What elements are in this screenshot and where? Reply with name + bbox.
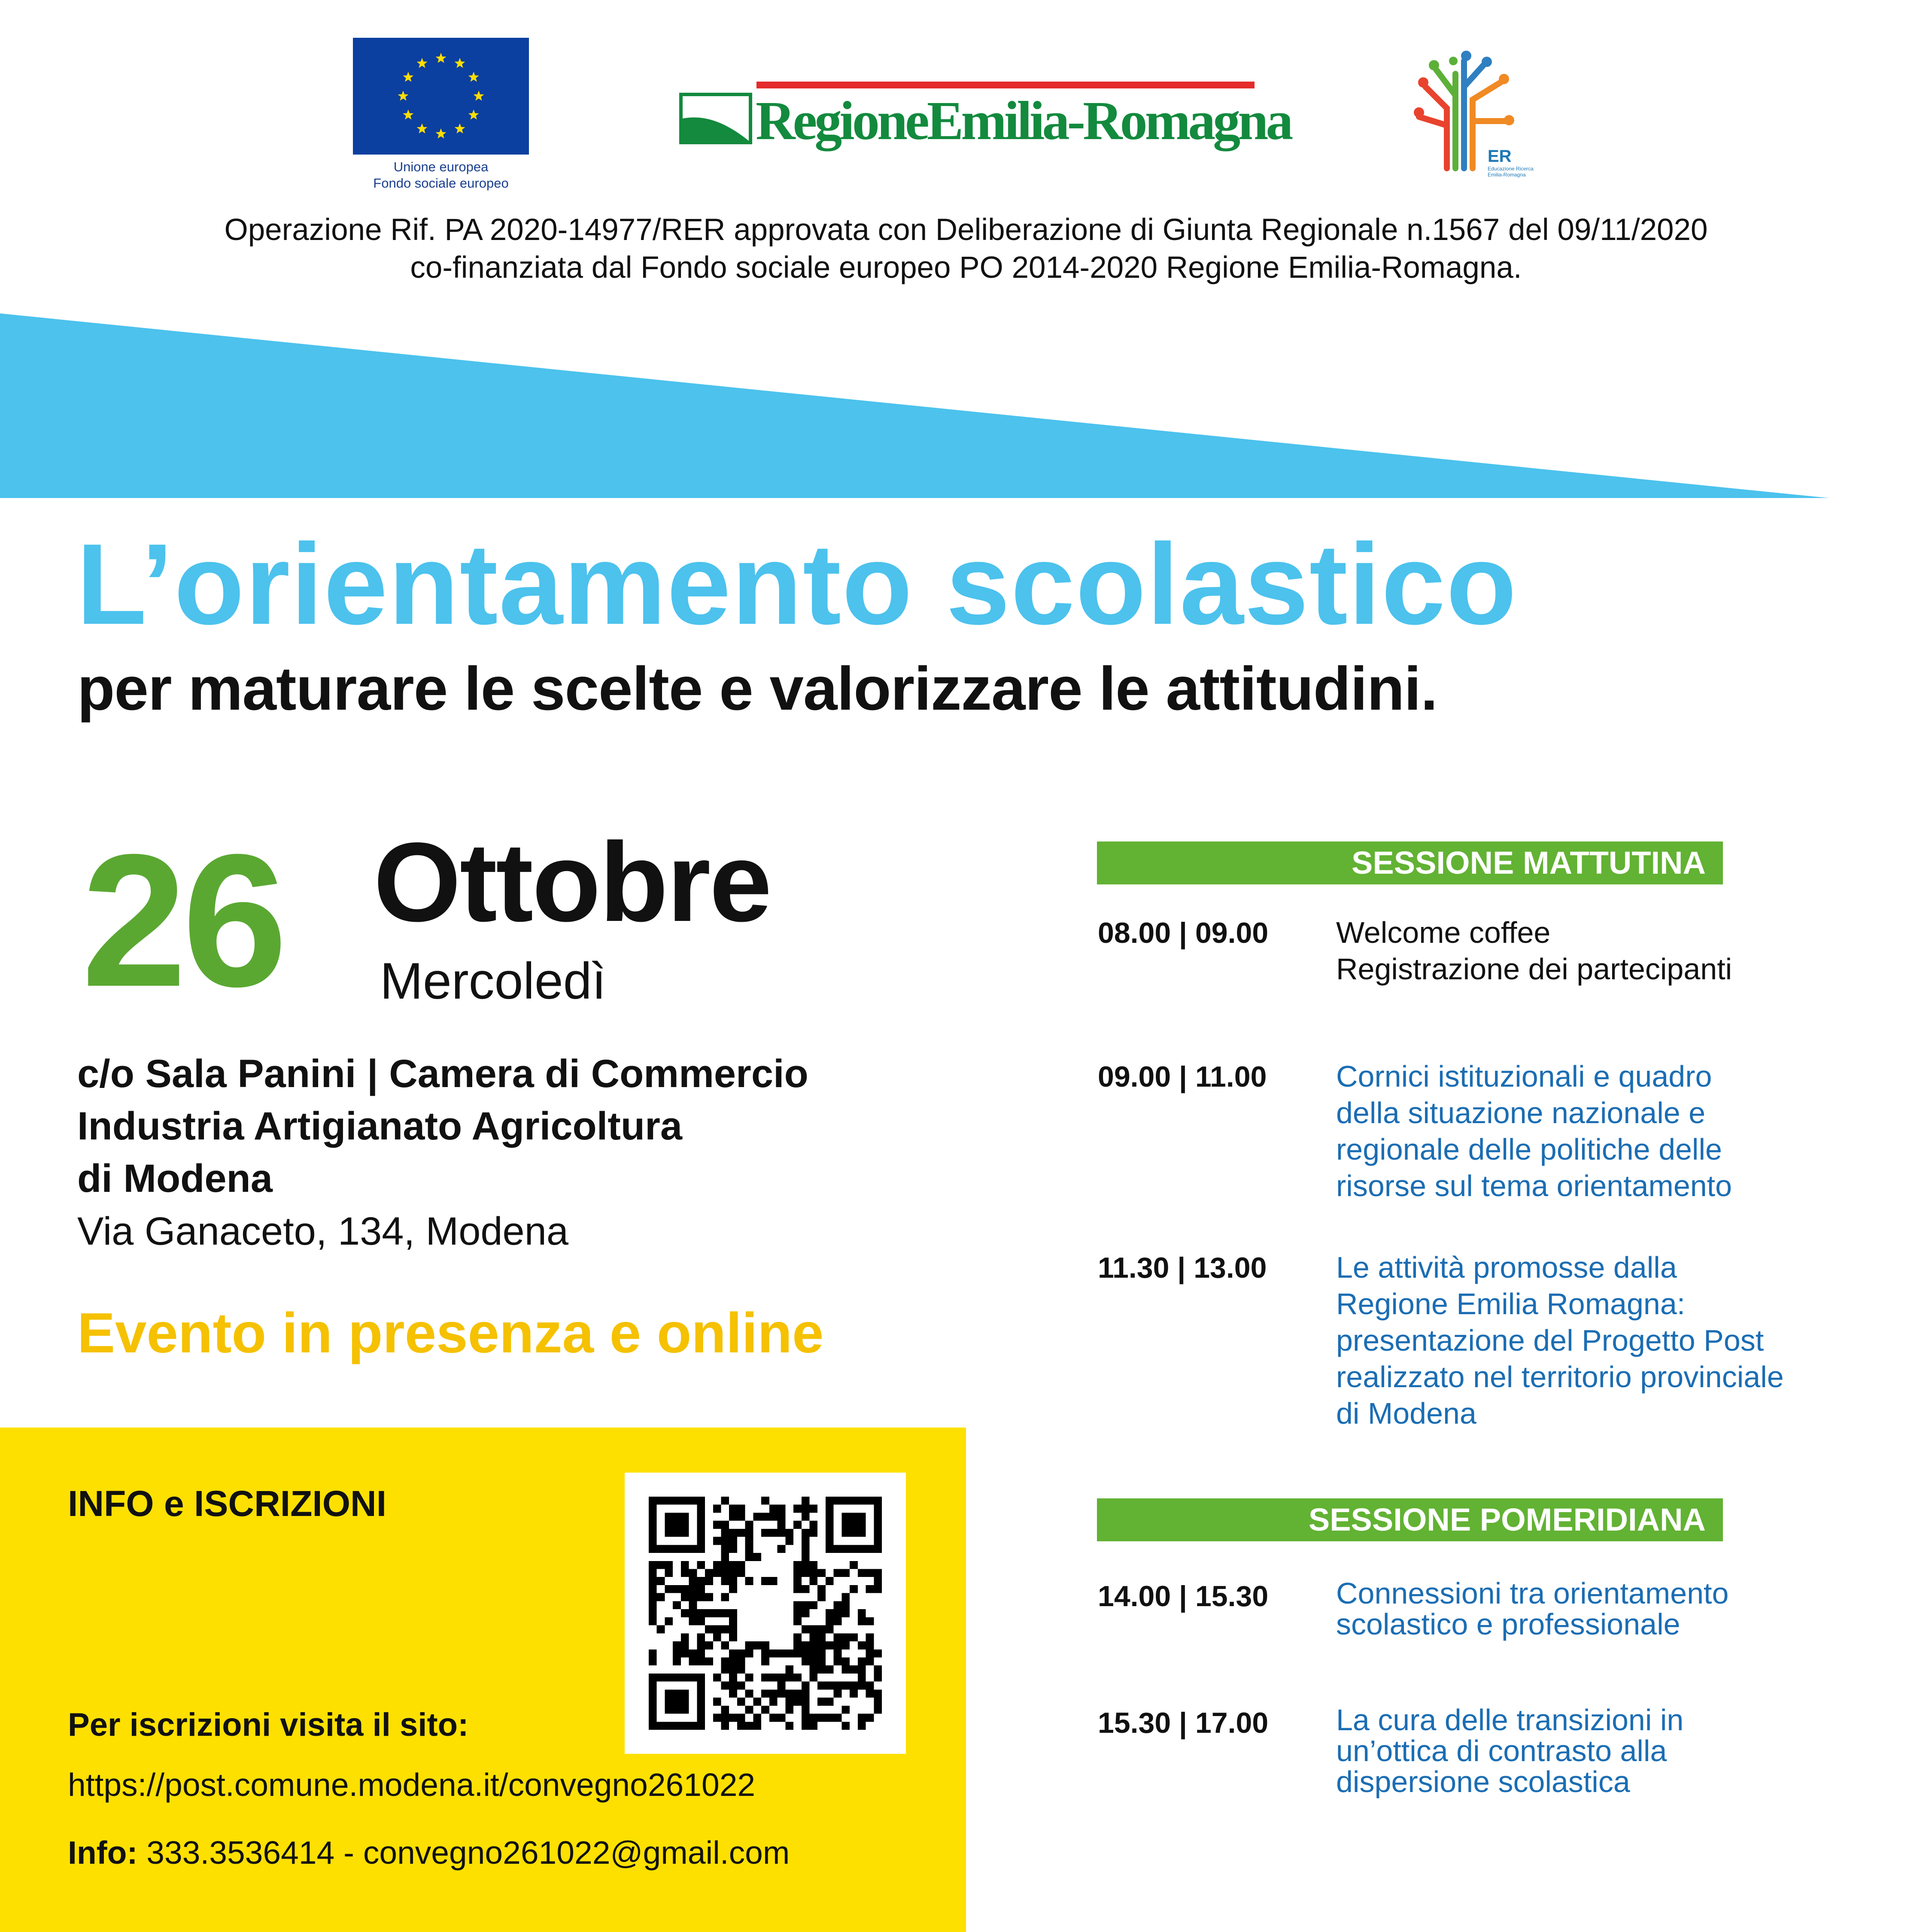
slot-line: La cura delle transizioni in xyxy=(1336,1703,1684,1737)
eu-star-icon xyxy=(403,72,413,82)
eu-star-icon xyxy=(468,109,479,120)
slot-line: Cornici istituzionali e quadro xyxy=(1336,1060,1712,1093)
registration-label: Per iscrizioni visita il sito: xyxy=(68,1707,469,1743)
slot-line: Connessioni tra orientamento xyxy=(1336,1577,1729,1610)
slot-line: della situazione nazionale e xyxy=(1336,1096,1706,1130)
eu-star-icon xyxy=(417,58,428,68)
slot-line: scolastico e professionale xyxy=(1336,1607,1680,1641)
eu-star-icon xyxy=(436,128,447,139)
slot-description xyxy=(1336,1249,1911,1432)
morning-session-header: SESSIONE MATTUTINA xyxy=(1097,841,1723,884)
eu-star-icon xyxy=(474,91,484,101)
slot-time: 14.00 | 15.30 xyxy=(1098,1580,1269,1613)
page-title: L’orientamento scolastico xyxy=(76,519,1518,648)
venue-line3: di Modena xyxy=(77,1157,273,1200)
blue-diagonal-band xyxy=(0,313,1829,498)
eu-caption xyxy=(353,159,529,191)
slot-time: 15.30 | 17.00 xyxy=(1098,1707,1269,1739)
slot-time: 09.00 | 11.00 xyxy=(1098,1060,1267,1093)
registration-link[interactable]: https://post.comune.modena.it/convegno261022 xyxy=(68,1767,756,1803)
slot-description xyxy=(1336,1578,1911,1640)
rer-wordmark: RegioneEmilia-Romagna xyxy=(756,90,1291,151)
slot-line: Regione Emilia Romagna: xyxy=(1336,1287,1686,1321)
slot-time: 08.00 | 09.00 xyxy=(1098,917,1269,949)
eu-star-icon xyxy=(455,58,465,68)
slot-line: un’ottica di contrasto alla xyxy=(1336,1734,1667,1768)
eu-logo xyxy=(353,38,529,197)
eu-star-icon xyxy=(455,123,465,134)
event-day: 26 xyxy=(82,815,283,1026)
er-caption-text: Educazione Ricerca Emilia-Romagna xyxy=(1488,166,1534,178)
info-contact-text[interactable]: 333.3536414 - convegno261022@gmail.com xyxy=(146,1835,790,1871)
slot-line: di Modena xyxy=(1336,1397,1476,1430)
eu-star-icon xyxy=(468,72,479,82)
er-caption xyxy=(1488,147,1539,178)
eu-caption-line1: Unione europea xyxy=(393,159,489,174)
event-weekday: Mercoledì xyxy=(380,952,606,1010)
event-mode: Evento in presenza e online xyxy=(77,1301,824,1364)
eu-caption-line2: Fondo sociale europeo xyxy=(373,176,509,191)
venue-line2: Industria Artigianato Agricoltura xyxy=(77,1104,683,1148)
slot-line: Welcome coffee xyxy=(1336,916,1551,949)
slot-line: regionale delle politiche delle xyxy=(1336,1133,1722,1166)
venue xyxy=(77,1048,979,1205)
qr-code-icon xyxy=(649,1497,882,1730)
venue-line1: c/o Sala Panini | Camera di Commercio xyxy=(77,1052,808,1096)
regione-emilia-romagna-logo xyxy=(679,82,1291,155)
slot-line: presentazione del Progetto Post xyxy=(1336,1324,1764,1357)
rer-red-stripe xyxy=(756,82,1255,88)
slot-line: realizzato nel territorio provinciale xyxy=(1336,1360,1784,1394)
info-label: Info: xyxy=(68,1835,138,1871)
er-mark: ER xyxy=(1488,147,1512,166)
slot-description xyxy=(1336,914,1911,987)
eu-star-icon xyxy=(417,123,428,134)
eu-star-icon xyxy=(436,53,447,63)
afternoon-session-header: SESSIONE POMERIDIANA xyxy=(1097,1498,1723,1541)
er-logo xyxy=(1406,48,1586,177)
slot-line: Le attività promosse dalla xyxy=(1336,1251,1677,1284)
venue-address: Via Ganaceto, 134, Modena xyxy=(77,1209,569,1253)
page-subtitle: per maturare le scelte e valorizzare le attitudini. xyxy=(77,655,1437,723)
operation-line1: Operazione Rif. PA 2020-14977/RER approvata con Deliberazione di Giunta Regionale n.1567 del 09/11/2020 xyxy=(224,213,1708,247)
slot-line: Registrazione dei partecipanti xyxy=(1336,952,1732,986)
info-contact xyxy=(68,1833,790,1872)
rer-flag-icon xyxy=(679,93,752,144)
qr-code[interactable] xyxy=(625,1473,906,1754)
eu-star-icon xyxy=(398,91,409,101)
slot-description xyxy=(1336,1058,1911,1204)
eu-star-icon xyxy=(403,109,413,120)
info-title: INFO e ISCRIZIONI xyxy=(68,1483,387,1524)
slot-description xyxy=(1336,1704,1911,1797)
operation-line2: co-finanziata dal Fondo sociale europeo PO 2014-2020 Regione Emilia-Romagna. xyxy=(410,251,1522,285)
event-month: Ottobre xyxy=(374,819,771,945)
slot-line: dispersione scolastica xyxy=(1336,1765,1630,1798)
operation-reference xyxy=(0,211,1932,287)
slot-time: 11.30 | 13.00 xyxy=(1098,1252,1267,1284)
slot-line: risorse sul tema orientamento xyxy=(1336,1169,1732,1203)
eu-flag-icon xyxy=(353,38,529,155)
